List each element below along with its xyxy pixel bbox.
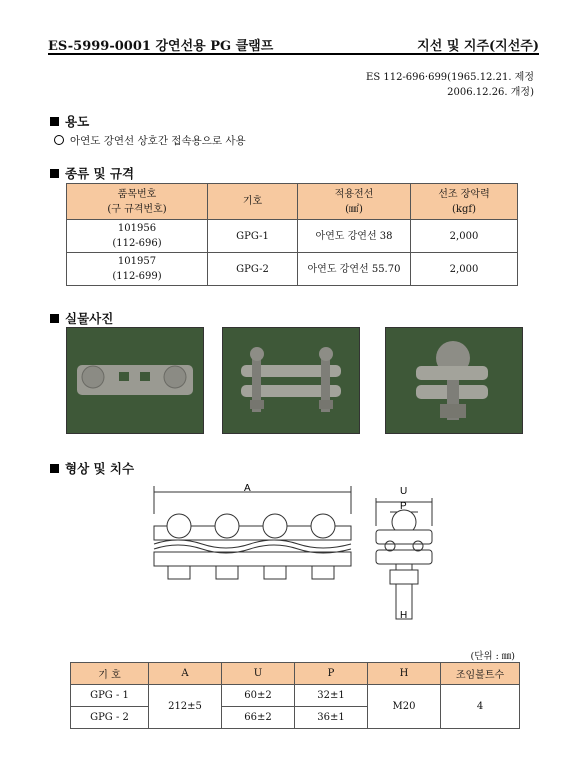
dim-header-h: H — [368, 663, 441, 685]
section-types-label: 종류 및 규격 — [65, 166, 135, 181]
table-row: GPG - 1 212±5 60±2 32±1 M20 4 — [71, 685, 520, 707]
document-title: ES-5999-0001 강연선용 PG 클램프 — [48, 39, 274, 54]
section-photos-label: 실물사진 — [65, 311, 114, 326]
dim-header-row — [71, 663, 520, 685]
label-h: H — [400, 610, 408, 621]
header-rule — [48, 53, 539, 55]
dim-header-bolts: 조임볼트수 — [441, 663, 520, 685]
dim-h-value: M20 — [368, 685, 441, 729]
dim-header-p: P — [295, 663, 368, 685]
photo-end-view — [385, 327, 523, 434]
table-row: 101957 (112-699) GPG-2 아연도 강연선 55.70 2,000 — [67, 253, 518, 286]
dimension-drawing — [140, 478, 450, 628]
standard-reference — [366, 70, 534, 100]
spec-table — [66, 183, 518, 286]
section-types — [50, 164, 134, 182]
clamp-end-photo — [386, 328, 522, 433]
section-usage-label: 용도 — [65, 114, 90, 129]
clamp-side-photo — [223, 328, 359, 433]
standard-line-2: 2006.12.26. 개정) — [447, 87, 534, 98]
square-bullet-icon — [50, 464, 59, 473]
section-photos — [50, 309, 113, 327]
square-bullet-icon — [50, 169, 59, 178]
square-bullet-icon — [50, 314, 59, 323]
label-u: U — [400, 486, 408, 497]
dim-a-value: 212±5 — [149, 685, 222, 729]
dim-bolts-value: 4 — [441, 685, 520, 729]
circle-bullet-icon — [54, 135, 64, 145]
table-row: GPG - 2 66±2 36±1 — [71, 707, 520, 729]
label-p: P — [400, 501, 407, 512]
standard-line-1: ES 112-696·699(1965.12.21. 제정 — [366, 72, 534, 83]
page-header — [48, 31, 539, 53]
dim-header-symbol: 기 호 — [71, 663, 149, 685]
label-a: A — [244, 483, 251, 494]
section-shape — [50, 459, 134, 477]
dim-header-a: A — [149, 663, 222, 685]
photo-side-view — [222, 327, 360, 434]
header-symbol: 기호 — [208, 184, 298, 220]
photo-top-view — [66, 327, 204, 434]
clamp-top-photo — [67, 328, 203, 433]
table-row: 101956 (112-696) GPG-1 아연도 강연선 38 2,000 — [67, 220, 518, 253]
usage-text-label: 아연도 강연선 상호간 접속용으로 사용 — [70, 135, 246, 147]
header-wire: 적용전선 (㎟) — [298, 184, 411, 220]
unit-note: (단위 : ㎜) — [470, 651, 515, 662]
square-bullet-icon — [50, 117, 59, 126]
usage-text — [54, 133, 246, 148]
section-usage — [50, 112, 89, 130]
category-title: 지선 및 지주(지선주) — [417, 39, 539, 54]
header-item-no: 품목번호 (구 규격번호) — [67, 184, 208, 220]
dimension-table — [70, 662, 520, 729]
section-shape-label: 형상 및 치수 — [65, 461, 135, 476]
spec-header-row — [67, 184, 518, 220]
dim-header-u: U — [222, 663, 295, 685]
header-grip: 선조 장악력 (kgf) — [411, 184, 518, 220]
